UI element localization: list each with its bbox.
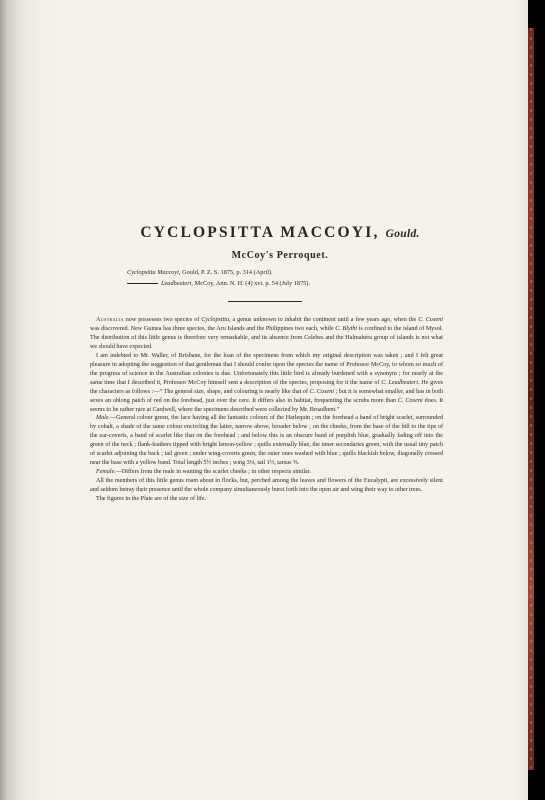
- body-paragraph: [90, 414, 443, 468]
- reference-citation: Gould, P. Z. S. 1875, p. 314 (April).: [182, 269, 273, 276]
- page-edge-shadow: [516, 0, 528, 800]
- text-run: , a genus unknown to inhabit the continent until a few years ago, when the: [229, 317, 419, 323]
- text-run: . He gives the characters as follows :—“ The general size, shape, and colouring is nearly like that of: [90, 379, 444, 395]
- italic-text: C. Blythi: [335, 325, 358, 332]
- text-run: ; but it is somewhat smaller, and has in both sexes an oblong patch of red on the forehead, just over the cere. It differs also in habitat, frequenting the scrubs more than: [90, 388, 443, 404]
- italic-text: C. Leadbeateri: [381, 379, 418, 386]
- italic-text: C. Coxeni: [397, 397, 423, 404]
- text-run: —Differs from the male in wanting the scarlet cheeks ; in other respects similar.: [115, 469, 311, 476]
- species-title: [100, 224, 460, 242]
- section-divider: [228, 301, 302, 302]
- italic-text: C. Coxeni: [309, 388, 334, 395]
- text-run: now possesses two species of: [123, 317, 202, 323]
- ditto-rule: [127, 283, 158, 284]
- synonymy-reference: [127, 280, 310, 287]
- reference-name: Cyclopsitta Maccoyi,: [127, 269, 181, 276]
- italic-text: Male.: [96, 415, 111, 422]
- body-paragraph: [90, 352, 443, 415]
- text-run: All the members of this little genus roam about in flocks, but, perched among the leaves and flowers of the Eucalypti, are excessively silent and seldom betray their presence until the whole company simultaneously burst forth into the open air and wing their way to other trees.: [90, 478, 443, 494]
- species-title-author: Gould.: [385, 228, 420, 240]
- text-run: is confined to the island of Mysol. The distribution of this little genus is therefore very remarkable, and its absence from Celebes and the Halmahéra group of islands is not what we should have expected.: [90, 325, 443, 350]
- synonymy-reference: [127, 269, 273, 276]
- text-run: The figures in the Plate are of the size of life.: [96, 496, 207, 503]
- text-run: I am indebted to Mr. Waller, of Brisbane, for the loan of the specimens from which my original description was taken ; and I felt great pleasure in adopting the suggestion of that gentleman that I should confer upon the species the name of Professor McCoy, to whom so much of the progress of science in the Australian colonies is due. Unfortunately this little bird is already burdened with a synonym ; for nearly at the same time that I described it, Professor McCoy himself sent a description of the species, proposing for it the name of: [90, 352, 443, 386]
- italic-text: Cyclopsitta: [201, 317, 229, 323]
- reference-name: Leadbeateri,: [161, 280, 194, 287]
- text-run: does. It seems to be rather rare at Cardwell, where the specimens described were collected by Mr. Broadbent.”: [90, 397, 443, 413]
- body-paragraph: [90, 495, 443, 504]
- species-description: [90, 316, 443, 504]
- italic-text: Female.: [96, 469, 116, 476]
- opening-word: Australia: [96, 317, 124, 323]
- cover-edge-texture: [530, 28, 532, 770]
- reference-citation: McCoy, Ann. N. H. (4) xvi. p. 54 (July 1875).: [194, 280, 310, 287]
- body-paragraph: [90, 477, 443, 495]
- text-run: —General colour green, the face having all the fantastic colours of the Harlequin ; on the forehead a band of bright scarlet, surrounded by cobalt, a shade of the same colour encircling the latter, narrow above, broader below ; on the cheeks, from the base of the bill to the tips of the ear-coverts, a band of scarlet like that on the forehead ; and below this is an obscure band of purplish blue, gradually fading off into the green of the neck ; flank-feathers tipped with bright lemon-yellow ; quills externally blue, the inner secondaries green, with the usual tiny patch of scarlet adjoining the back ; tail green ; under wing-coverts green, the outer ones washed with blue ; quills blackish below, diagonally crossed near the base with a yellow band. Total length 5½ inches ; wing 3⅛, tail 1½, tarsus ⅝.: [90, 415, 443, 467]
- common-name-heading: McCoy's Perroquet.: [231, 250, 329, 261]
- species-title-name: CYCLOPSITTA MACCOYI,: [140, 224, 380, 241]
- page-gutter-shadow: [0, 0, 60, 800]
- text-run: was discovered. New Guinea has three species, the Aru Islands and the Philippines two each, while: [90, 325, 336, 332]
- body-paragraph: [90, 468, 443, 477]
- italic-text: C. Coxeni: [418, 317, 443, 323]
- body-paragraph: [90, 316, 443, 352]
